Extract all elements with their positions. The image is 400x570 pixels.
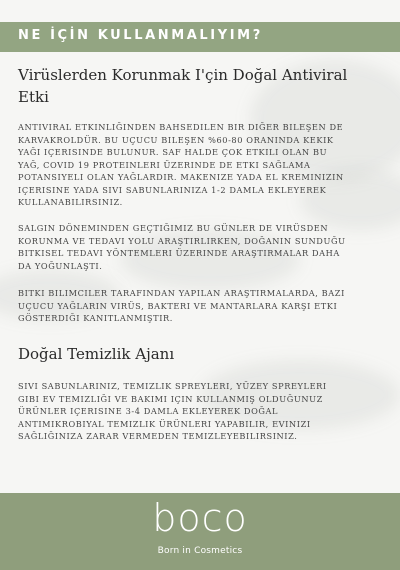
brand-logo: boco xyxy=(152,496,248,540)
paragraph-cleaning-1 xyxy=(18,380,384,443)
text-line: SALGIN DÖNEMINDEN GEÇTIĞIMIZ BU GÜNLER DE VIRÜSDEN xyxy=(18,223,329,233)
paragraph-antiviral-3 xyxy=(18,287,384,325)
text-line: ANTIMIKROBIYAL TEMIZLIK ÜRÜNLERI YAPABILIR, EVINIZI xyxy=(18,418,311,429)
text-line: ANTIVIRAL ETKINLIĞINDEN BAHSEDILEN BIR DIĞER BILEŞEN DE xyxy=(18,122,344,132)
section-title-cleaning xyxy=(18,343,174,365)
text-line: DA YOĞUNLAŞTI. xyxy=(18,260,103,271)
text-line: SAĞLIĞINIZA ZARAR VERMEDEN TEMIZLEYEBILIRSINIZ. xyxy=(18,431,298,441)
text-line: UÇUCU YAĞLARIN VIRÜS, BAKTERI VE MANTARLARA KARŞI ETKI xyxy=(18,300,338,311)
text-line: POTANSIYELI OLAN YAĞLARDIR. MAKENIZE YADA EL KREMINIZIN xyxy=(18,172,344,182)
text-line: GIBI EV TEMIZLIĞI VE BAKIMI IÇIN KULLANMIŞ OLDUĞUNUZ xyxy=(18,393,323,404)
section-title-line: Virüslerden Korunmak I'çin Doğal Antiviral xyxy=(18,66,348,84)
text-line: KORUNMA VE TEDAVI YOLU ARAŞTIRLIRKEN, DOĞANIN SUNDUĞU xyxy=(18,235,346,246)
text-line: YAĞ, COVID 19 PROTEINLERI ÜZERINDE DE ETKI SAĞLAMA xyxy=(18,159,311,170)
text-line: BITKI BILIMCILER TARAFINDAN YAPILAN ARAŞTIRMALARDA, BAZI xyxy=(18,288,345,298)
paragraph-antiviral-2 xyxy=(18,222,384,272)
section-title-line: Etki xyxy=(18,88,49,106)
paragraph-antiviral-1 xyxy=(18,121,384,209)
text-line: ÜRÜNLER IÇERISINE 3-4 DAMLA EKLEYEREK DOĞAL xyxy=(18,406,279,416)
section-title-line: Doğal Temizlik Ajanı xyxy=(18,345,175,363)
text-line: GÖSTERDIĞI KANITLANMIŞTIR. xyxy=(18,313,173,323)
text-line: IÇERISINE YADA SIVI SABUNLARINIZA 1-2 DAMLA EKLEYEREK xyxy=(18,184,327,195)
text-line: SIVI SABUNLARINIZ, TEMIZLIK SPREYLERI, YÜZEY SPREYLERI xyxy=(18,381,327,391)
section-title-antiviral xyxy=(18,64,347,108)
page-title: NE İÇİN KULLANMALIYIM? xyxy=(18,28,263,43)
text-line: BITKISEL TEDAVI YÖNTEMLERI ÜZERINDE ARAŞTIRMALAR DAHA xyxy=(18,248,340,258)
text-line: KARVAKROLDÜR. BU UÇUCU BILEŞEN %60-80 ORANINDA KEKIK xyxy=(18,134,334,145)
text-line: KULLANABILIRSINIZ. xyxy=(18,197,123,207)
text-line: YAĞI IÇERISINDE BULUNUR. SAF HALDE ÇOK ETKILI OLAN BU xyxy=(18,147,328,157)
brand-tagline: Born in Cosmetics xyxy=(157,546,243,556)
